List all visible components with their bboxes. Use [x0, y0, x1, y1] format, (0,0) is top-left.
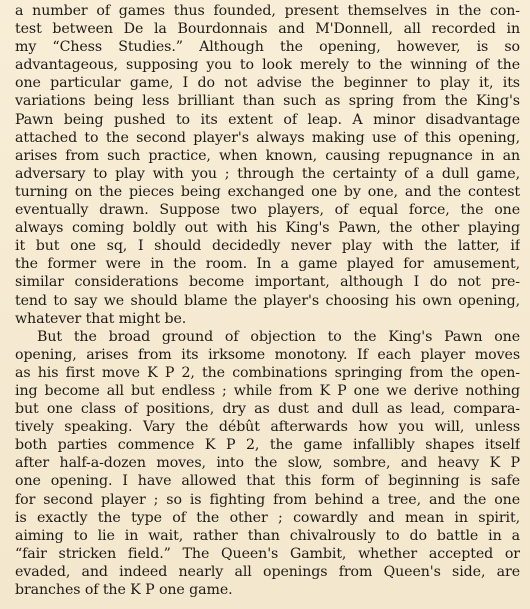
text-line: Pawn being pushed to its extent of leap. A minor disadvantage — [15, 111, 520, 128]
paragraph-2 — [15, 328, 520, 599]
text-line: always coming boldly out with his King's Pawn, the other playing — [15, 220, 520, 237]
text-line: one particular game, I do not advise the beginner to play it, its — [15, 75, 520, 92]
text-line: a number of games thus founded, present themselves in the con- — [15, 3, 520, 19]
text-line: after half-a-dozen moves, into the slow, sombre, and heavy K P — [15, 455, 520, 472]
text-line: aiming to lie in wait, rather than chivalrously to do battle in a — [15, 527, 520, 544]
text-line: as his first move K P 2, the combinations springing from the open- — [15, 364, 520, 381]
text-line: “fair stricken field.” The Queen's Gambit, whether accepted or — [15, 545, 520, 562]
text-line: is exactly the type of the other ; cowardly and mean in spirit, — [15, 509, 520, 526]
text-line: it but one sq, I should decidedly never play with the latter, if — [15, 238, 520, 255]
text-line: But the broad ground of objection to the King's Pawn one — [37, 328, 520, 345]
text-line: but one class of positions, dry as dust and dull as lead, compara- — [15, 401, 520, 418]
text-line: one opening. I have allowed that this form of beginning is safe — [15, 473, 520, 490]
text-line: both parties commence K P 2, the game infallibly shapes itself — [15, 437, 520, 454]
text-line: the former were in the room. In a game played for amusement, — [15, 256, 520, 273]
text-line: whatever that might be. — [15, 310, 187, 327]
text-line: tend to say we should blame the player's choosing his own opening, — [15, 292, 520, 309]
text-line: arises from such practice, when known, causing repugnance in an — [15, 147, 520, 164]
text-line: similar considerations become important, although I do not pre- — [15, 274, 520, 291]
paragraph-1 — [15, 2, 520, 328]
text-line: ing become all but endless ; while from K P one we derive nothing — [15, 382, 520, 399]
text-line: branches of the K P one game. — [15, 582, 233, 598]
text-line: tively speaking. Vary the débût afterwards how you will, unless — [15, 419, 520, 436]
text-line: eventually drawn. Suppose two players, of equal force, the one — [15, 202, 520, 219]
text-line: attached to the second player's always making use of this opening, — [15, 129, 520, 146]
text-line: turning on the pieces being exchanged one by one, and the contest — [15, 183, 520, 200]
text-line: advantageous, supposing you to look merely to the winning of the — [15, 57, 520, 74]
text-line: for second player ; so is fighting from behind a tree, and the one — [15, 491, 520, 508]
page-text — [15, 2, 520, 599]
text-line: variations being less brilliant than such as spring from the King's — [15, 93, 520, 110]
text-line: my “Chess Studies.” Although the opening, however, is so — [15, 39, 520, 56]
text-line: evaded, and indeed nearly all openings from Queen's side, are — [15, 563, 520, 580]
text-line: opening, arises from its irksome monotony. If each player moves — [15, 346, 520, 363]
text-line: test between De la Bourdonnais and M'Donnell, all recorded in — [15, 21, 520, 38]
text-line: adversary to play with you ; through the certainty of a dull game, — [15, 165, 520, 182]
